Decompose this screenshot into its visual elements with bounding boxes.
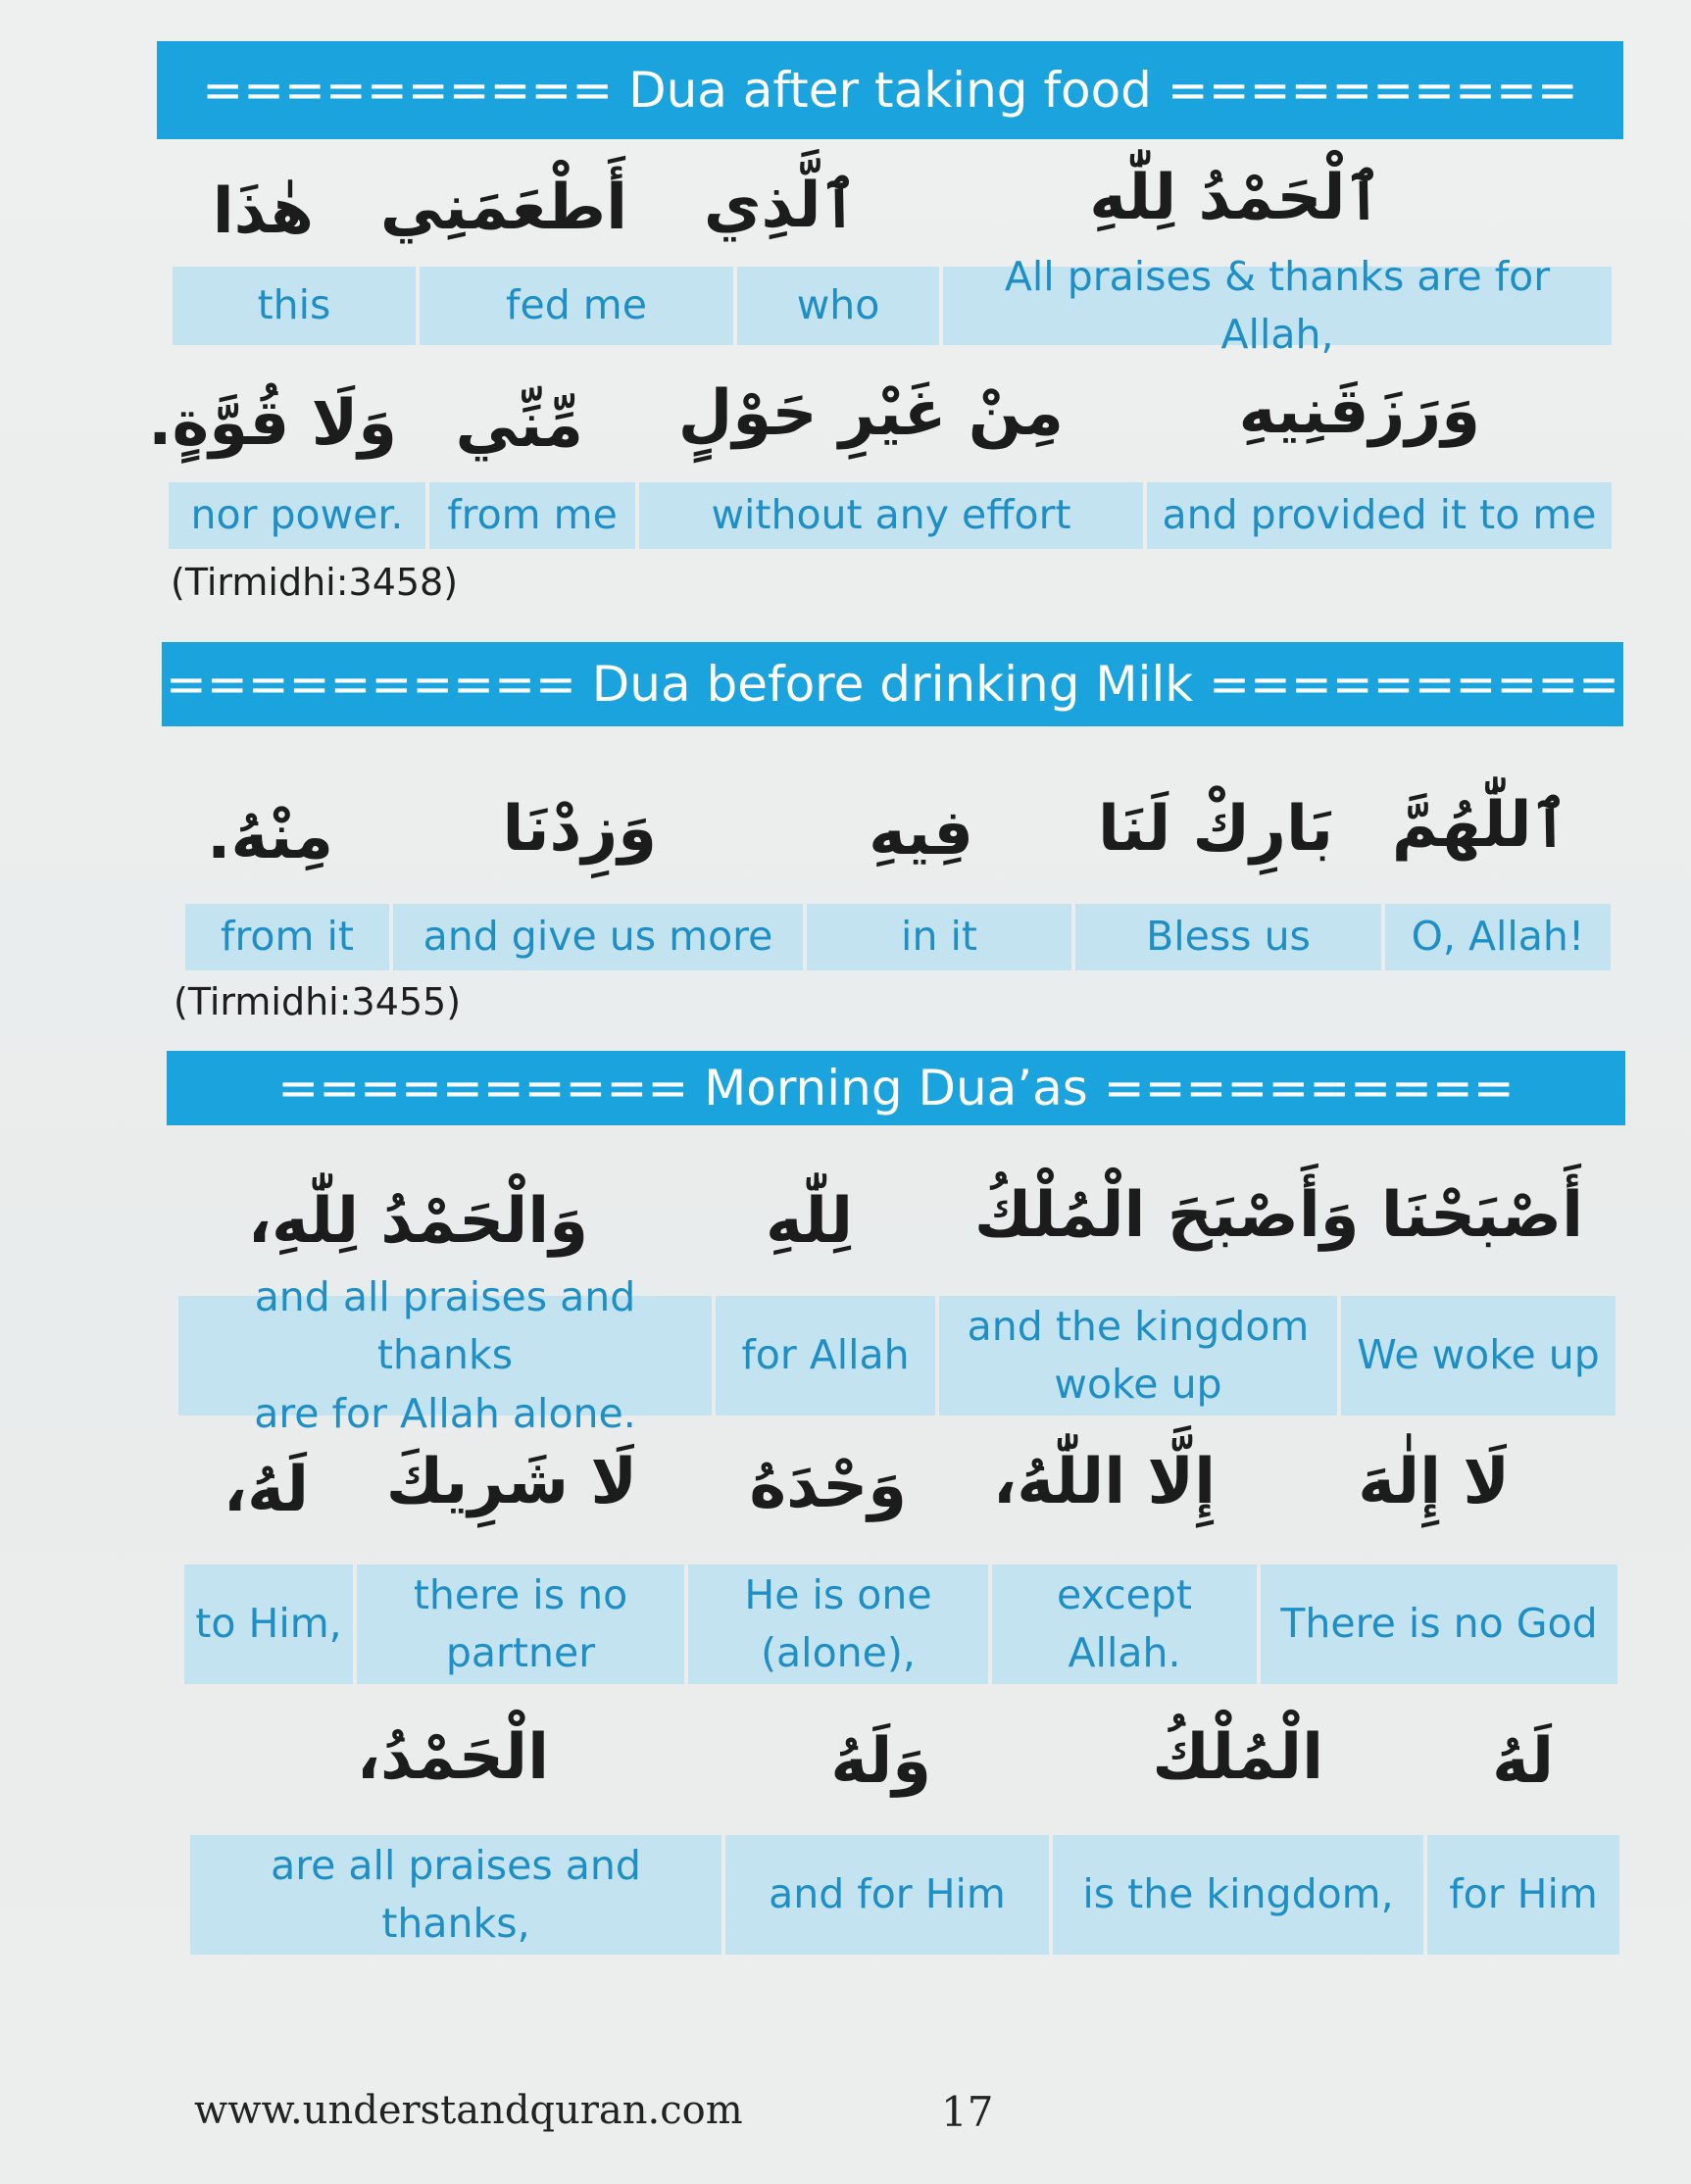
arabic-row — [0, 765, 1691, 902]
gloss-cell: is the kingdom, — [1053, 1835, 1423, 1955]
arabic-phrase: فِيهِ — [869, 797, 973, 869]
gloss-row — [184, 1564, 1617, 1684]
arabic-phrase: الْحَمْدُ، — [356, 1721, 549, 1794]
hadith-reference: (Tirmidhi:3458) — [171, 561, 459, 604]
gloss-cell: from me — [429, 482, 635, 549]
section-banner-milk: ========== Dua before drinking Milk ========== — [162, 642, 1623, 726]
gloss-row — [174, 904, 1611, 970]
gloss-row — [178, 1272, 1616, 1437]
arabic-phrase: وَزِدْنَا — [502, 793, 657, 866]
arabic-phrase: أَطْعَمَنِي — [379, 172, 627, 244]
gloss-cell: for Him — [1427, 1835, 1619, 1955]
arabic-phrase: لَا إِلٰهَ — [1358, 1446, 1510, 1518]
gloss-cell: Bless us — [1075, 904, 1381, 970]
arabic-row — [0, 1421, 1691, 1559]
gloss-cell: All praises & thanks are for Allah, — [943, 267, 1612, 345]
arabic-row — [0, 1691, 1691, 1828]
arabic-phrase: لِلّٰهِ — [766, 1185, 853, 1258]
gloss-cell: to Him, — [184, 1564, 353, 1684]
arabic-row — [0, 353, 1691, 480]
gloss-cell: except Allah. — [992, 1564, 1257, 1684]
gloss-cell: there is no partner — [357, 1564, 684, 1684]
hadith-reference: (Tirmidhi:3455) — [174, 980, 462, 1023]
arabic-phrase: وَالْحَمْدُ لِلّٰهِ، — [247, 1185, 588, 1258]
gloss-cell: from it — [185, 904, 389, 970]
gloss-cell: without any effort — [639, 482, 1143, 549]
gloss-cell: and provided it to me — [1147, 482, 1612, 549]
section-banner-morning: ========== Morning Dua’as ========== — [167, 1051, 1625, 1125]
gloss-cell: nor power. — [169, 482, 425, 549]
arabic-phrase: لَهُ، — [223, 1454, 309, 1526]
arabic-phrase: وَرَزَقَنِيهِ — [1238, 375, 1480, 448]
footer-website: www.understandquran.com — [194, 2088, 743, 2133]
gloss-cell: in it — [807, 904, 1071, 970]
arabic-phrase: مِنْ غَيْرِ حَوْلٍ — [677, 377, 1064, 450]
section-banner-food: ========== Dua after taking food ========== — [157, 41, 1623, 139]
gloss-cell: and for Him — [725, 1835, 1049, 1955]
gloss-cell: and the kingdom woke up — [939, 1296, 1337, 1415]
gloss-cell: O, Allah! — [1385, 904, 1611, 970]
arabic-phrase: مِّنِّي — [455, 389, 583, 462]
gloss-row — [169, 252, 1612, 358]
gloss-cell: this — [173, 267, 416, 345]
gloss-cell: We woke up — [1341, 1296, 1616, 1415]
arabic-phrase: بَارِكْ لَنَا — [1097, 793, 1333, 866]
gloss-cell: who — [737, 267, 939, 345]
gloss-cell: There is no God — [1261, 1564, 1617, 1684]
arabic-phrase: الْمُلْكُ — [1152, 1721, 1323, 1794]
gloss-row — [169, 482, 1612, 549]
arabic-phrase: وَلَا قُوَّةٍ. — [148, 387, 397, 460]
arabic-phrase: وَلَهُ — [830, 1725, 931, 1798]
arabic-phrase: أَصْبَحْنَا وَأَصْبَحَ الْمُلْكُ — [973, 1179, 1583, 1252]
page-number: 17 — [941, 2088, 994, 2136]
arabic-phrase: ٱللّٰهُمَّ — [1391, 789, 1568, 862]
gloss-cell: He is one (alone), — [688, 1564, 988, 1684]
gloss-cell: and all praises and thanks are for Allah alone. — [178, 1296, 712, 1415]
arabic-phrase: وَحْدَهُ — [749, 1450, 907, 1522]
arabic-phrase: مِنْهُ. — [207, 801, 333, 873]
gloss-cell: are all praises and thanks, — [190, 1835, 721, 1955]
arabic-phrase: ٱلَّذِي — [703, 170, 858, 242]
arabic-phrase: هٰذَا — [212, 175, 314, 248]
arabic-phrase: لَا شَرِيكَ — [385, 1446, 637, 1518]
gloss-cell: for Allah — [716, 1296, 935, 1415]
gloss-row — [190, 1835, 1619, 1955]
arabic-phrase: إِلَّا اللّٰهُ، — [992, 1446, 1216, 1518]
arabic-phrase: ٱلْحَمْدُ لِلّٰهِ — [1089, 162, 1382, 234]
arabic-phrase: لَهُ — [1492, 1725, 1554, 1798]
gloss-cell: fed me — [420, 267, 733, 345]
gloss-cell: and give us more — [393, 904, 803, 970]
